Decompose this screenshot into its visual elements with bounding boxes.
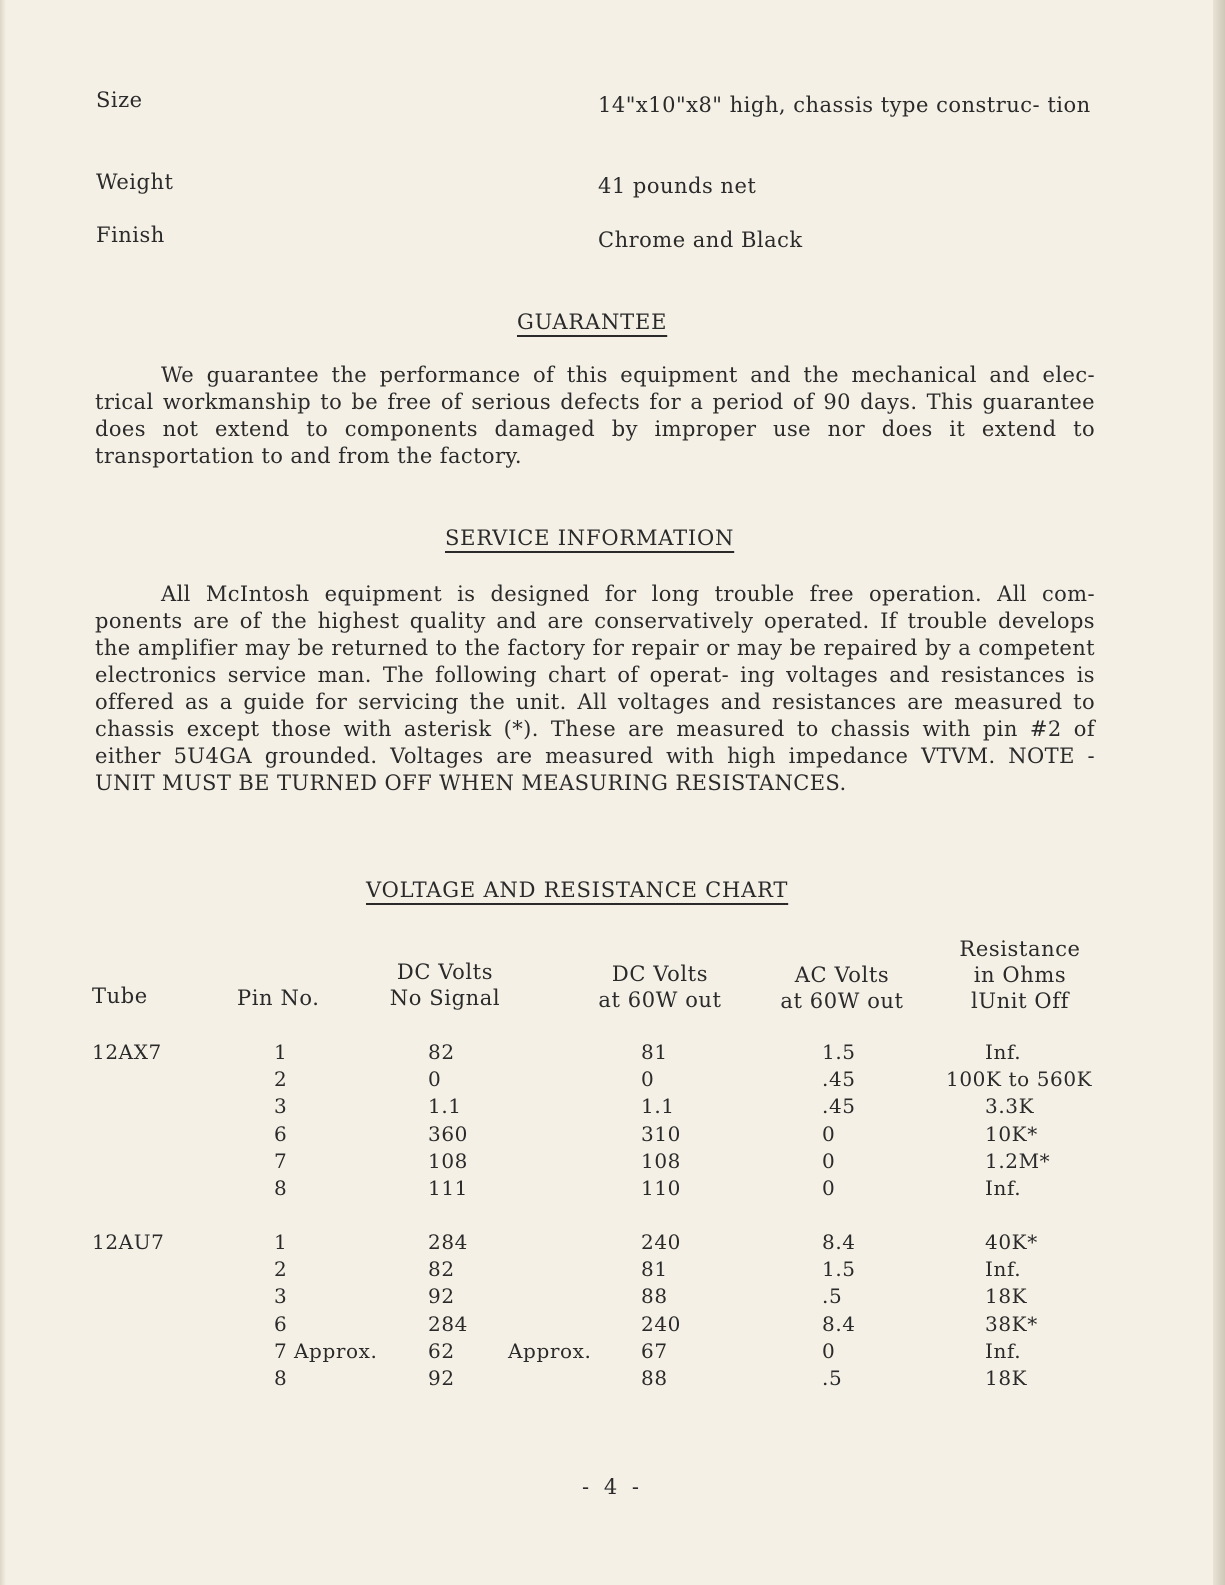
cell-resistance: Inf.: [985, 1257, 1022, 1281]
cell-tube: 12AU7: [92, 1230, 165, 1254]
cell-pin: 1: [274, 1230, 288, 1254]
page-left-edge: [0, 0, 6, 1585]
cell-dc-60w: 67: [641, 1339, 668, 1363]
cell-resistance: 38K*: [985, 1312, 1038, 1336]
cell-dc-60w: 1.1: [641, 1094, 675, 1118]
page-right-edge: [1213, 0, 1225, 1585]
cell-dc-no-signal: 92: [428, 1284, 455, 1308]
cell-dc-60w: 240: [641, 1230, 681, 1254]
cell-pin: 6: [274, 1312, 288, 1336]
cell-tube: 12AX7: [92, 1040, 162, 1064]
spec-finish-label: Finish: [96, 223, 165, 247]
chart-heading: VOLTAGE AND RESISTANCE CHART: [366, 878, 789, 902]
col-header-ac-60w-line1: AC Volts: [794, 963, 890, 987]
cell-dc-60w: 81: [641, 1257, 668, 1281]
cell-resistance: 18K: [985, 1284, 1028, 1308]
cell-pin-note: Approx.: [294, 1339, 378, 1363]
cell-dc-no-signal: 1.1: [428, 1094, 462, 1118]
cell-ac-60w: 0: [822, 1176, 836, 1200]
col-header-resistance: [940, 936, 1100, 1014]
cell-resistance: Inf.: [985, 1339, 1022, 1363]
guarantee-paragraph: We guarantee the performance of this equipment and the mechanical and elec- trical workmanship to be free of serious defects for a period of 90 days. This guarantee does not extend to components damaged by improper use nor does it extend to transportation to and from the factory.: [95, 363, 1095, 468]
cell-pin: 7: [274, 1149, 288, 1173]
cell-resistance: 3.3K: [985, 1094, 1035, 1118]
cell-pin: 1: [274, 1040, 288, 1064]
cell-ac-60w: .5: [822, 1284, 843, 1308]
cell-dc-60w: 88: [641, 1366, 668, 1390]
cell-pin: 2: [274, 1067, 288, 1091]
cell-dc-60w: 0: [641, 1067, 655, 1091]
cell-resistance: 1.2M*: [985, 1149, 1051, 1173]
cell-dc-60w: 88: [641, 1284, 668, 1308]
col-header-pin: Pin No.: [237, 986, 320, 1010]
cell-dc-no-signal: 360: [428, 1122, 468, 1146]
col-header-tube: Tube: [92, 984, 148, 1008]
cell-resistance: 18K: [985, 1366, 1028, 1390]
cell-pin: 3: [274, 1094, 288, 1118]
cell-resistance: 100K to 560K: [946, 1067, 1093, 1091]
col-header-dc-60w-line2: at 60W out: [598, 988, 722, 1012]
spec-weight-value: 41 pounds net: [598, 174, 757, 198]
cell-dc-60w: 110: [641, 1176, 681, 1200]
cell-dc-no-signal: 284: [428, 1312, 468, 1336]
cell-resistance: Inf.: [985, 1040, 1022, 1064]
col-header-dc-60w: [585, 961, 735, 1013]
col-header-ac-60w-line2: at 60W out: [780, 989, 904, 1013]
cell-pin: 8: [274, 1366, 288, 1390]
cell-resistance: 10K*: [985, 1122, 1038, 1146]
cell-ac-60w: 8.4: [822, 1312, 856, 1336]
col-header-dc-no-signal: [370, 959, 520, 1011]
cell-dc-60w: 81: [641, 1040, 668, 1064]
spec-finish-value: Chrome and Black: [598, 228, 803, 252]
cell-dc-no-signal: 82: [428, 1040, 455, 1064]
cell-ac-60w: 0: [822, 1339, 836, 1363]
cell-pin: 6: [274, 1122, 288, 1146]
col-header-dc-60w-line1: DC Volts: [611, 962, 709, 986]
cell-pin: 7: [274, 1339, 288, 1363]
service-heading: SERVICE INFORMATION: [445, 526, 735, 550]
cell-dc-no-signal: 111: [428, 1176, 468, 1200]
cell-dc-60w: 240: [641, 1312, 681, 1336]
page-number: - 4 -: [582, 1475, 643, 1499]
cell-dc-no-signal: 62: [428, 1339, 455, 1363]
cell-dc-no-signal: 284: [428, 1230, 468, 1254]
cell-dc-note: Approx.: [508, 1339, 592, 1363]
spec-size-value: 14"x10"x8" high, chassis type construc- tion: [598, 93, 1091, 117]
col-header-ac-60w: [767, 962, 917, 1014]
spec-size-label: Size: [96, 88, 143, 112]
spec-weight-label: Weight: [96, 170, 174, 194]
col-header-resistance-line2: in Ohms: [973, 963, 1067, 987]
cell-dc-no-signal: 108: [428, 1149, 468, 1173]
cell-ac-60w: .5: [822, 1366, 843, 1390]
service-paragraph: All McIntosh equipment is designed for long trouble free operation. All com- ponents are of the highest quality and are conservatively operated. If trouble develops the amplifier may be returned to the factory for repair or may be repaired by a competent electronics service man. The following chart of operat- ing voltages and resistances is offered as a guide for servicing the unit. All voltages and resistances are measured to chassis except those with asterisk (*). These are measured to chassis with pin #2 of either 5U4GA grounded. Voltages are measured with high impedance VTVM. NOTE - UNIT MUST BE TURNED OFF WHEN MEASURING RESISTANCES.: [95, 582, 1095, 795]
col-header-resistance-line1: Resistance: [959, 937, 1081, 961]
cell-pin: 3: [274, 1284, 288, 1308]
cell-ac-60w: 0: [822, 1149, 836, 1173]
cell-resistance: 40K*: [985, 1230, 1038, 1254]
cell-resistance: Inf.: [985, 1176, 1022, 1200]
cell-ac-60w: .45: [822, 1094, 856, 1118]
cell-pin: 8: [274, 1176, 288, 1200]
col-header-dc-no-signal-line2: No Signal: [389, 986, 501, 1010]
cell-dc-no-signal: 82: [428, 1257, 455, 1281]
cell-dc-60w: 108: [641, 1149, 681, 1173]
cell-dc-no-signal: 92: [428, 1366, 455, 1390]
cell-ac-60w: 8.4: [822, 1230, 856, 1254]
cell-dc-60w: 310: [641, 1122, 681, 1146]
cell-ac-60w: 0: [822, 1122, 836, 1146]
col-header-resistance-line3: lUnit Off: [971, 989, 1069, 1013]
col-header-dc-no-signal-line1: DC Volts: [396, 960, 494, 984]
cell-dc-no-signal: 0: [428, 1067, 442, 1091]
cell-ac-60w: .45: [822, 1067, 856, 1091]
cell-pin: 2: [274, 1257, 288, 1281]
cell-ac-60w: 1.5: [822, 1257, 856, 1281]
cell-ac-60w: 1.5: [822, 1040, 856, 1064]
guarantee-heading: GUARANTEE: [517, 310, 668, 334]
